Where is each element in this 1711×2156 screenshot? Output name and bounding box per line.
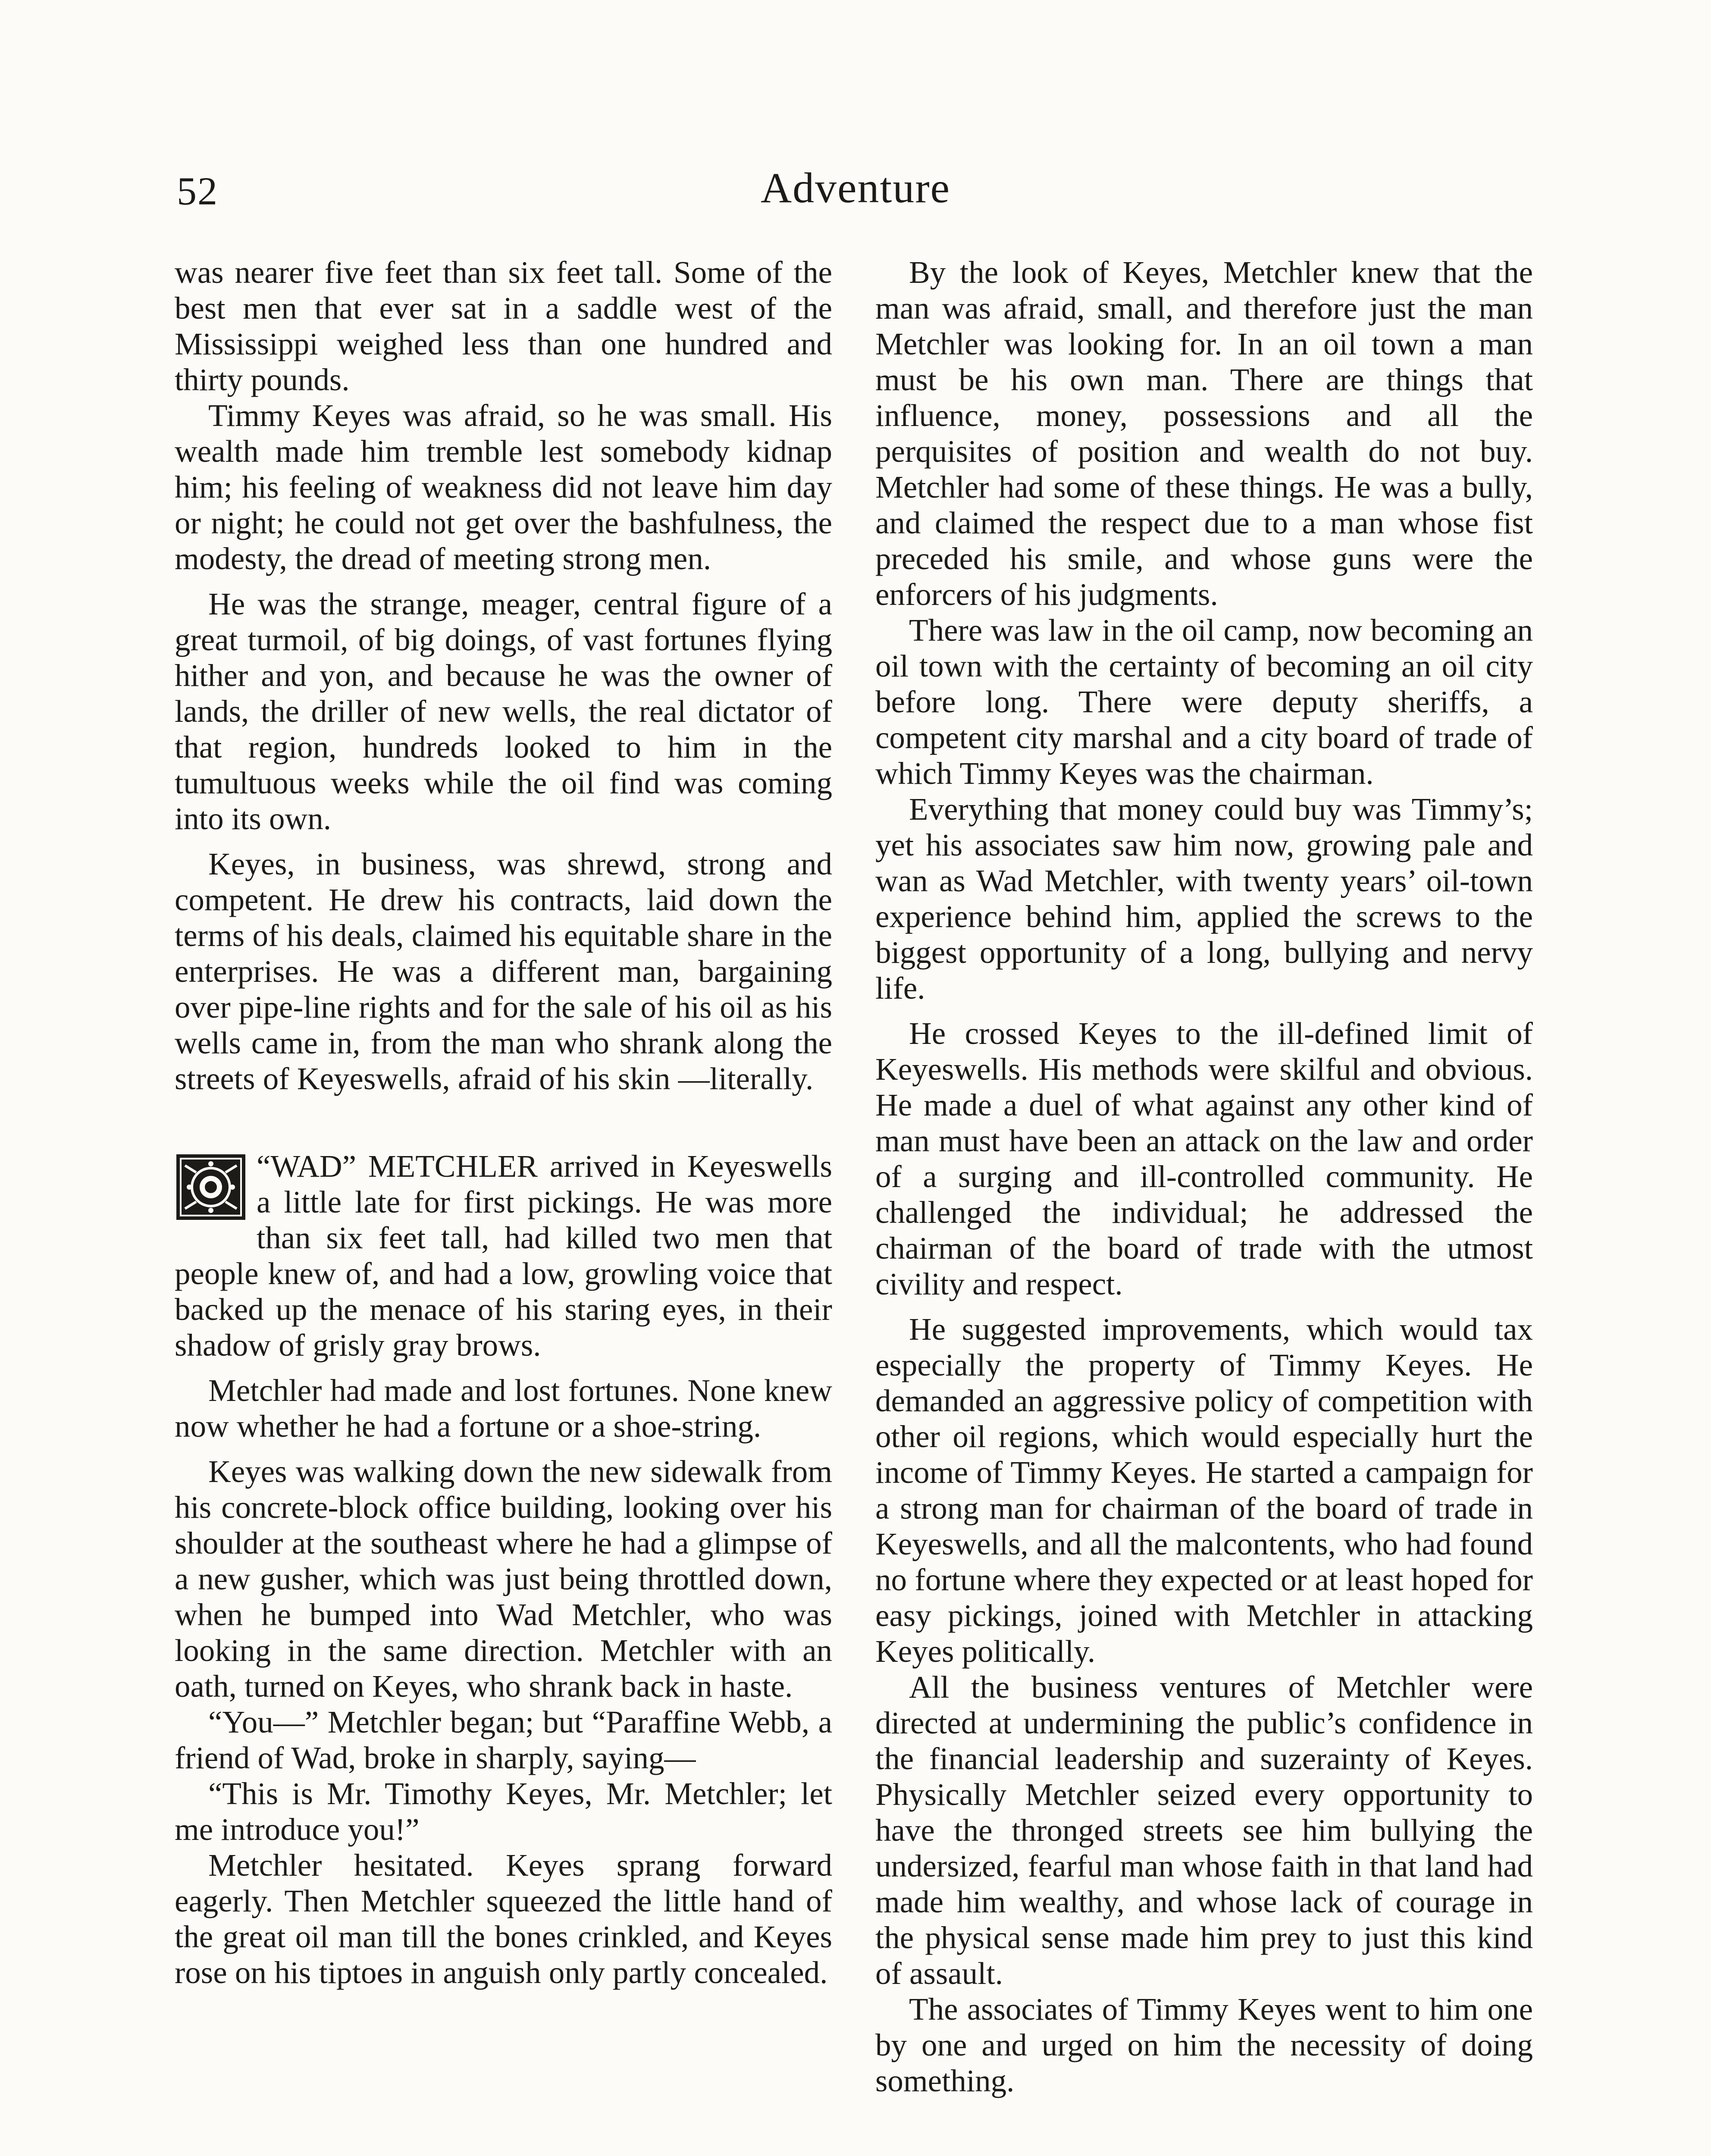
- paragraph: He crossed Keyes to the ill-defined limit of Keyeswells. His methods were skilful and obvious. He made a duel of what against any other kind of man must have been an attack on the law and order of a surging and ill-controlled community. He challenged the individual; he addressed the chairman of the board of trade with the utmost civility and respect.: [875, 1016, 1533, 1301]
- page-number: 52: [177, 169, 218, 213]
- paragraph: The associates of Timmy Keyes went to him one by one and urged on him the necessity of doing something.: [875, 1992, 1533, 2098]
- paragraph: Metchler had made and lost fortunes. None knew now whether he had a fortune or a shoe-string.: [175, 1373, 832, 1444]
- right-column: [875, 254, 1533, 2156]
- decorative-initial-icon: [175, 1153, 247, 1222]
- paragraph: He was the strange, meager, central figure of a great turmoil, of big doings, of vast fortunes flying hither and yon, and because he was the owner of lands, the driller of new wells, the real dictator of that region, hundreds looked to him in the tumultuous weeks while the oil find was coming into its own.: [175, 586, 832, 836]
- paragraph: “This is Mr. Timothy Keyes, Mr. Metchler; let me introduce you!”: [175, 1776, 832, 1847]
- dropcap-paragraph: [175, 1148, 832, 1363]
- page-header: [0, 160, 1711, 229]
- paragraph: Keyes, in business, was shrewd, strong and competent. He drew his contracts, laid down the terms of his deals, claimed his equitable share in the enterprises. He was a different man, bargaining over pipe-line rights and for the sale of his oil as his wells came in, from the man who shrank along the streets of Keyeswells, afraid of his skin —literally.: [175, 846, 832, 1096]
- paragraph: Keyes was walking down the new sidewalk from his concrete-block office building, looking over his shoulder at the southeast where he had a glimpse of a new gusher, which was just being throttled down, when he bumped into Wad Metchler, who was looking in the same direction. Metchler with an oath, turned on Keyes, who shrank back in haste.: [175, 1454, 832, 1704]
- running-title: Adventure: [760, 164, 951, 212]
- paragraph: Metchler hesitated. Keyes sprang forward eagerly. Then Metchler squeezed the little hand of the great oil man till the bones crinkled, and Keyes rose on his tiptoes in anguish only partly concealed.: [175, 1848, 832, 1990]
- paragraph: “You—” Metchler began; but “Paraffine Webb, a friend of Wad, broke in sharply, saying—: [175, 1705, 832, 1775]
- paragraph: was nearer five feet than six feet tall. Some of the best men that ever sat in a saddle west of the Mississippi weighed less than one hundred and thirty pounds.: [175, 255, 832, 397]
- paragraph: Timmy Keyes was afraid, so he was small. His wealth made him tremble lest somebody kidnap him; his feeling of weakness did not leave him day or night; he could not get over the bashfulness, the modesty, the dread of meeting strong men.: [175, 398, 832, 576]
- paragraph: He suggested improvements, which would tax especially the property of Timmy Keyes. He demanded an aggressive policy of competition with other oil regions, which would especially hurt the income of Timmy Keyes. He started a campaign for a strong man for chairman of the board of trade in Keyeswells, and all the malcontents, who had found no fortune where they expected or at least hoped for easy pickings, joined with Metchler in attacking Keyes politically.: [875, 1312, 1533, 1669]
- paragraph: All the business ventures of Metchler were directed at undermining the public’s confidence in the financial leadership and suzerainty of Keyes. Physically Metchler seized every opportunity to have the thronged streets see him bullying the undersized, fearful man whose faith in that land had made him wealthy, and whose lack of courage in the physical sense made him prey to just this kind of assault.: [875, 1670, 1533, 1991]
- paragraph: By the look of Keyes, Metchler knew that the man was afraid, small, and therefore just the man Metchler was looking for. In an oil town a man must be his own man. There are things that influence, money, possessions and all the perquisites of position and wealth do not buy. Metchler had some of these things. He was a bully, and claimed the respect due to a man whose fist preceded his smile, and whose guns were the enforcers of his judgments.: [875, 255, 1533, 612]
- paragraph: There was law in the oil camp, now becoming an oil town with the certainty of becoming an oil city before long. There were deputy sheriffs, a competent city marshal and a city board of trade of which Timmy Keyes was the chairman.: [875, 613, 1533, 791]
- paragraph: Everything that money could buy was Timmy’s; yet his associates saw him now, growing pale and wan as Wad Metchler, with twenty years’ oil-town experience behind him, applied the screws to the biggest opportunity of a long, bullying and nervy life.: [875, 792, 1533, 1006]
- left-column: [175, 254, 832, 2156]
- dropcap-paragraph-text: “WAD” METCHLER arrived in Keyeswells a little late for first pickings. He was more than six feet tall, had killed two men that people knew of, and had a low, growling voice that backed up the menace of his staring eyes, in their shadow of grisly gray brows.: [175, 1149, 832, 1363]
